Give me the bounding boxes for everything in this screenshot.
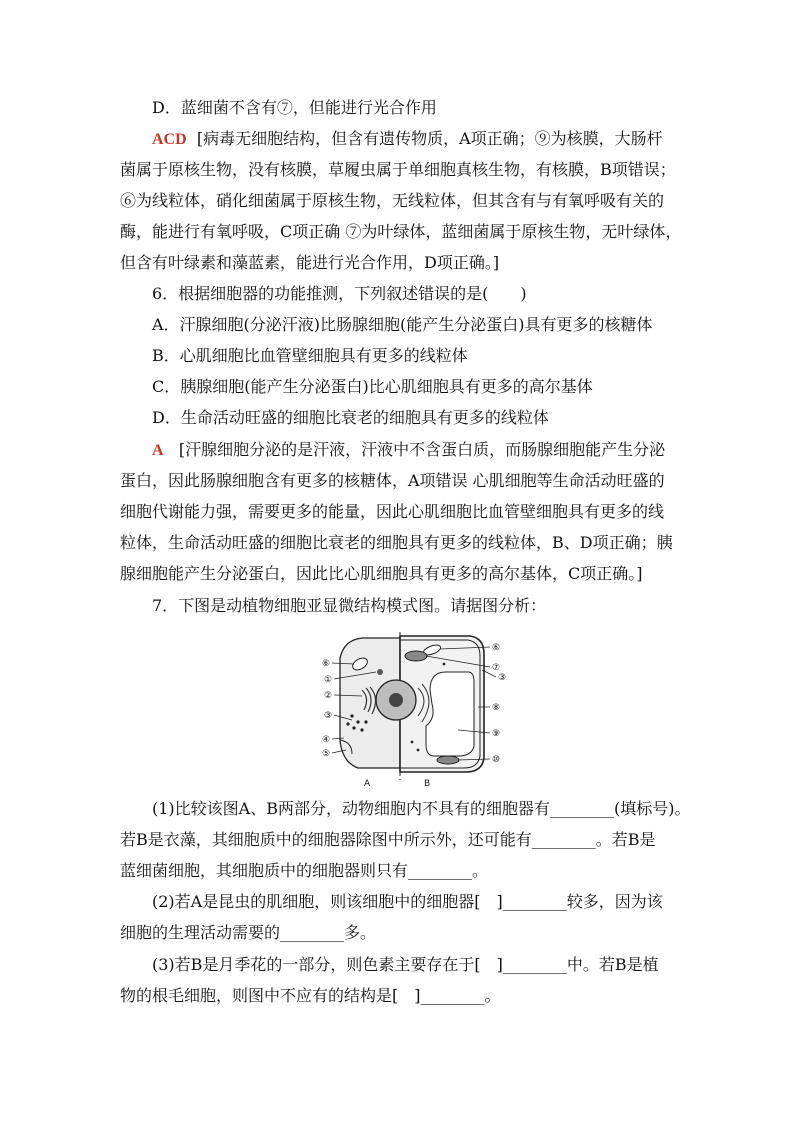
label-a: A <box>364 779 371 788</box>
label-3-left: ③ <box>324 711 333 721</box>
label-4: ④ <box>322 735 331 745</box>
q6-explanation-text: [汗腺细胞分泌的是汗液，汗液中不含蛋白质，而肠腺细胞能产生分泌 <box>178 440 666 459</box>
q5-explanation-line: 但含有叶绿素和藻蓝素，能进行光合作用，D项正确。] <box>120 253 500 272</box>
q6-option-b: B．心肌细胞比血管壁细胞具有更多的线粒体 <box>152 346 468 365</box>
q5-explanation-line: 菌属于原核生物，没有核膜，草履虫属于单细胞真核生物，有核膜，B项错误； <box>120 160 676 179</box>
q6-stem: 6．根据细胞器的功能推测，下列叙述错误的是( ) <box>152 284 527 303</box>
q7-sub-1-line: 蓝细菌细胞，其细胞质中的细胞器则只有________。 <box>120 861 489 880</box>
q6-explanation-line <box>152 440 665 461</box>
q7-sub-3-line: (3)若B是月季花的一部分，则色素主要存在于[ ]________中。若B是植 <box>152 955 659 974</box>
q6-explanation-line: 蛋白，因此肠腺细胞含有更多的核糖体，A项错误 心肌细胞等生命活动旺盛的 <box>120 471 665 490</box>
label-6-left: ⑥ <box>322 659 331 669</box>
label-8: ⑧ <box>492 703 501 713</box>
label-2: ② <box>324 691 333 701</box>
chloroplast <box>405 651 427 661</box>
cell-structure-diagram <box>318 630 508 788</box>
q7-sub-2-line: (2)若A是昆虫的肌细胞，则该细胞中的细胞器[ ]________较多，因为该 <box>152 892 663 911</box>
q7-sub-2-line: 细胞的生理活动需要的________多。 <box>120 923 377 942</box>
q5-option-d: D．蓝细菌不含有⑦，但能进行光合作用 <box>152 98 437 117</box>
q5-answer: ACD <box>152 131 187 148</box>
label-3-right: ③ <box>498 673 507 683</box>
q5-explanation-line: ⑥为线粒体，硝化细菌属于原核生物，无线粒体，但其含有与有氧呼吸有关的 <box>120 191 665 210</box>
q6-option-d: D．生命活动旺盛的细胞比衰老的细胞具有更多的线粒体 <box>152 408 549 427</box>
q7-sub-1-line: (1)比较该图A、B两部分，动物细胞内不具有的细胞器有________(填标号)。 <box>152 799 691 818</box>
q6-option-c: C．胰腺细胞(能产生分泌蛋白)比心肌细胞具有更多的高尔基体 <box>152 377 593 396</box>
centriole <box>377 669 383 675</box>
label-7: ⑦ <box>492 663 501 673</box>
q6-explanation-line: 粒体，生命活动旺盛的细胞比衰老的细胞具有更多的线粒体，B、D项正确；胰 <box>120 533 673 552</box>
nucleolus <box>389 693 403 707</box>
q6-answer: A <box>152 442 164 459</box>
q6-explanation-line: 腺细胞能产生分泌蛋白，因此比心肌细胞具有更多的高尔基体，C项正确。] <box>120 564 643 583</box>
q5-explanation-line: 酶，能进行有氧呼吸，C项正确 ⑦为叶绿体，蓝细菌属于原核生物，无叶绿体， <box>120 222 682 241</box>
q7-stem: 7．下图是动植物细胞亚显微结构模式图。请据图分析： <box>152 596 547 615</box>
label-b: B <box>424 779 431 788</box>
q7-sub-3-line: 物的根毛细胞，则图中不应有的结构是[ ]________。 <box>120 986 501 1005</box>
vacuole <box>426 672 474 756</box>
q5-explanation-line <box>152 129 663 150</box>
label-5: ⑤ <box>322 749 331 759</box>
right-labels <box>492 643 506 765</box>
label-1: ① <box>324 675 333 685</box>
label-10: ⑩ <box>492 755 501 765</box>
q7-sub-1-line: 若B是衣藻，其细胞质中的细胞器除图中所示外，还可能有________。若B是 <box>120 830 656 849</box>
left-labels <box>322 659 332 759</box>
label-9: ⑨ <box>492 729 501 739</box>
q5-explanation-text: [病毒无细胞结构，但含有遗传物质，A项正确；⑨为核膜，大肠杆 <box>196 129 663 148</box>
q6-explanation-line: 细胞代谢能力强，需要更多的能量，因此心肌细胞比血管壁细胞具有更多的线 <box>120 502 665 521</box>
chloroplast <box>437 756 459 764</box>
label-6-right: ⑥ <box>492 643 501 653</box>
q6-option-a: A．汗腺细胞(分泌汗液)比肠腺细胞(能产生分泌蛋白)具有更多的核糖体 <box>152 315 653 334</box>
